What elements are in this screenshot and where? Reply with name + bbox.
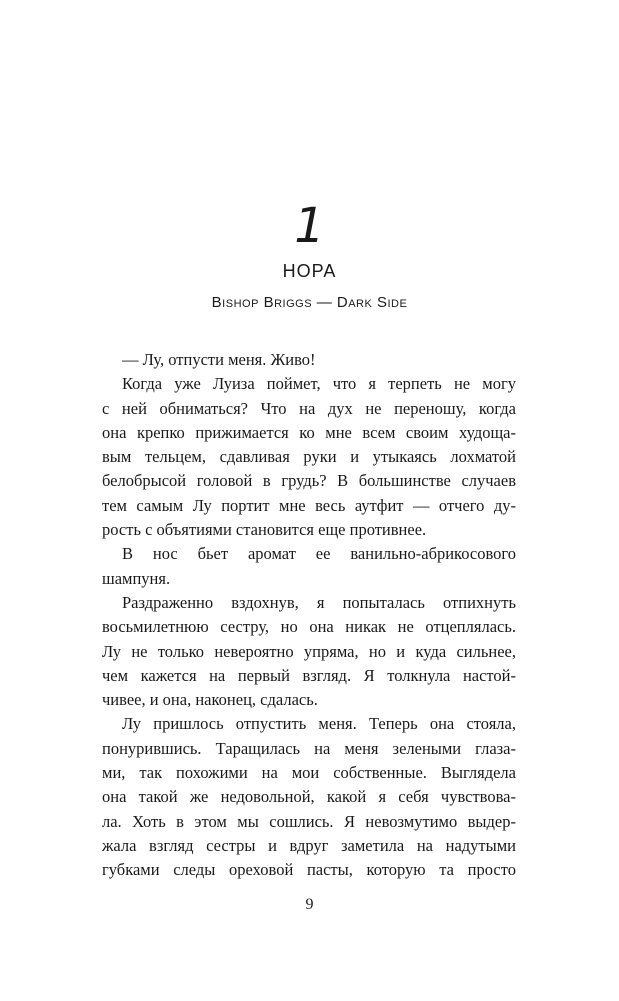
text-line: она такой же недовольной, какой я себя чувствова-	[102, 787, 516, 807]
text-line: ла. Хоть в этом мы сошлись. Я невозмутимо выдер-	[102, 811, 516, 831]
text-line: чем кажется на первый взгляд. Я толкнула настой-	[102, 665, 516, 685]
text-line: губками следы ореховой пасты, которую та просто	[102, 860, 516, 880]
text-line: Лу не только невероятно упряма, но и куда сильнее,	[102, 641, 516, 661]
text-line: Когда уже Луиза поймет, что я терпеть не могу	[122, 374, 516, 394]
chapter-title: НОРА	[282, 261, 337, 281]
text-line: вым тельцем, сдавливая руки и утыкаясь лохматой	[102, 447, 516, 467]
text-line: она крепко прижимается ко мне всем своим худоща-	[102, 422, 516, 442]
page-number: 9	[305, 896, 314, 913]
text-line: восьмилетнюю сестру, но она никак не отцеплялась.	[102, 617, 516, 637]
body-text	[102, 348, 516, 883]
text-line: шампуня.	[102, 568, 171, 588]
text-line: чивее, и она, наконец, сдалась.	[102, 690, 318, 710]
text-line: рость с объятиями становится еще противнее.	[102, 520, 427, 540]
chapter-epigraph: Bishop Briggs — Dark Side	[211, 294, 408, 311]
text-line: с ней обниматься? Что на дух не переношу, когда	[102, 398, 516, 418]
text-line: Лу пришлось отпустить меня. Теперь она стояла,	[122, 714, 516, 734]
text-line: жала взгляд сестры и вдруг заметила на надутыми	[102, 835, 516, 855]
text-line: белобрысой головой в грудь? В большинстве случаев	[102, 471, 516, 491]
text-line: ми, так похожими на мои собственные. Выглядела	[102, 763, 516, 783]
text-line: — Лу, отпусти меня. Живо!	[122, 350, 316, 369]
text-line: тем самым Лу портит мне весь аутфит — отчего ду-	[102, 495, 516, 515]
text-line: понурившись. Таращилась на меня зелеными глаза-	[102, 738, 516, 758]
text-line: Раздраженно вздохнув, я попыталась отпихнуть	[122, 592, 516, 612]
chapter-number: 1	[294, 198, 325, 254]
text-line: В нос бьет аромат ее ванильно-абрикосового	[122, 544, 516, 564]
